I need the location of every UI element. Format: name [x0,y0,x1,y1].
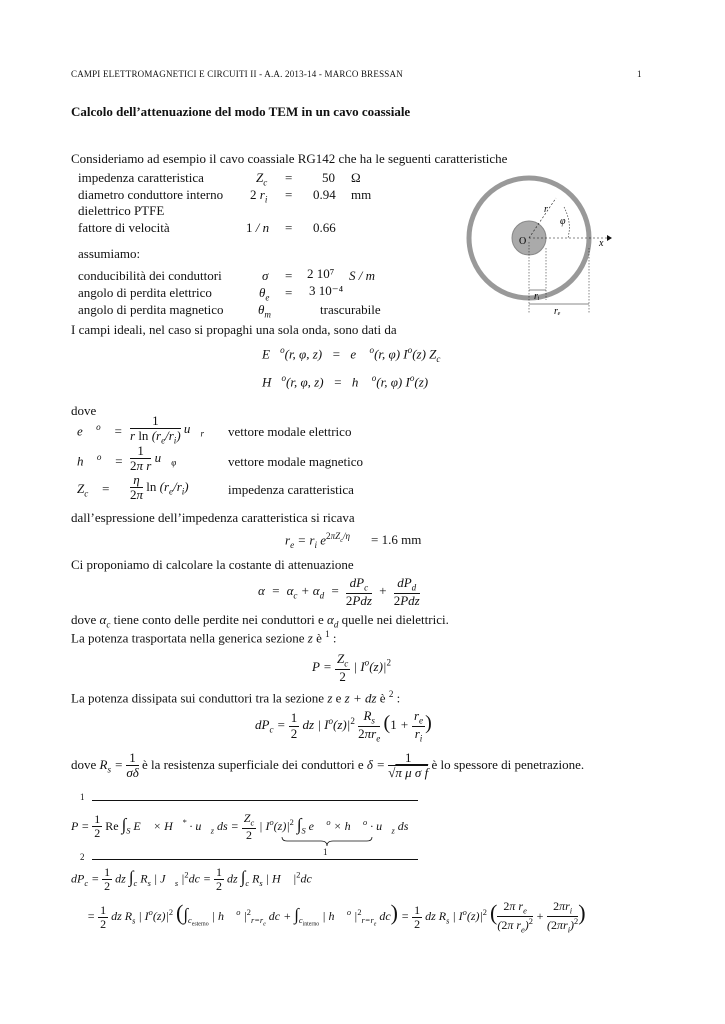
running-header: CAMPI ELETTROMAGNETICI E CIRCUITI II - A.A. 2013-14 - MARCO BRESSAN [71,69,403,79]
footnote-marker-2: 2 [80,852,85,862]
e-modal-rhs: $\frac{1}{r \ln (r_e/r_i)}$ $u⃗_r$ [130,413,205,446]
equation-dPc: $dP_c$ = $\frac{1}{2}$ dz | $I^o(z)|^2$ $\frac{R_s}{2\pi r_e}$ (1 + $\frac{r_e}{r_i}$ ) [255,708,432,744]
h-modal-desc: vettore modale magnetico [228,454,364,469]
label-re: rₑ [554,306,561,317]
footnote-1-equation: P = $\frac{1}{2}$ Re $\int_S$ E⃗ × H⃗* · $u⃗_z$ ds = $\frac{Z_c}{2}$ | $I^o(z)|^2$ $\int_S$ e⃗ $^o$ × h⃗ $^o \cdot u⃗_z$ ds [71,811,409,842]
footnote-rule [92,800,418,801]
assump-value: trascurabile [320,302,381,317]
dissipated-paragraph: La potenza dissipata sui conduttori tra la sezione z e z + dz è $^2$ : [71,689,401,706]
label-phi: φ [560,216,566,227]
assume-label: assumiamo: [78,246,141,261]
assump-label: conducibilità dei conduttori [78,268,222,283]
intro-paragraph: Consideriamo ad esempio il cavo coassiale RG142 che ha le seguenti caratteristiche [71,151,508,166]
assump-symbol: $\theta_e$ [259,285,270,303]
label-ri: rᵢ [534,291,540,302]
assump-value: 3 10⁻⁴ [309,283,344,298]
re-result: = 1.6 mm [371,532,422,547]
section-title: Calcolo dell’attenuazione del modo TEM in un cavo coassiale [71,104,411,119]
attenuation-paragraph: Ci proponiamo di calcolare la costante di attenuazione [71,557,354,572]
zc-lhs: $Z_c$ = [77,481,111,499]
assump-label: angolo di perdita magnetico [78,302,224,317]
rs-delta-line: dove $R_s$ = $\frac{1}{\sigma\delta}$ è la resistenza superficiale dei conduttori e δ = $\frac{1}{\text{√π μ σ f}}$ è lo spessore di penetrazione. [71,750,585,781]
equation-E-field: E⃗$^o$(r, φ, z) = e⃗ $^o$(r, φ) $I^o(z)$ $Z_c$ [262,345,441,364]
word-dove: dove [71,403,97,418]
assump-symbol: σ [262,268,269,283]
char-label: impedenza caratteristica [78,170,204,185]
char-unit: Ω [351,170,361,185]
equation-alpha: $\alpha = \alpha_c + \alpha_d$ = $\frac{dP_c}{\text{2Pdz}}$ + $\frac{dP_d}{\text{2Pdz}}$ [258,575,420,608]
equation-power: P = $\frac{Z_c}{2}$ | $I^o(z)|^2$ [312,651,392,684]
equation-H-field: H⃗$^o$(r, φ, z) = h⃗ $^o$(r, φ) $I^o(z)$ [262,373,429,390]
label-x: x [599,238,604,249]
power-paragraph: La potenza trasportata nella generica sezione z è $^1$ : [71,629,337,646]
impedance-paragraph: dall’espressione dell’impedenza caratteristica si ricava [71,510,355,525]
char-eq: = [285,170,293,185]
underbrace-label: 1 [323,847,328,857]
char-label: fattore di velocità [78,220,170,235]
zc-rhs: $\frac{\eta}{2\pi}$ $\ln (r_e/r_i)$ [130,472,189,503]
footnote-2-equation-line1: $dP_c$ = $\frac{1}{2}$ dz $\int_c$ $R_s$ | $J⃗_s$ $|^2dc$ = $\frac{1}{2}$ dz $\int_c$ $R_s$ | H⃗ $|^2dc$ [71,865,312,894]
assump-eq: = [285,268,293,283]
assump-value: 2 10⁷ [307,266,335,281]
footnote-rule [92,859,418,860]
label-r: r [544,204,548,215]
char-symbol: $Z_c$ [256,170,268,188]
h-modal-rhs: $\frac{1}{\text{2π r}}$ $u⃗_\varphi$ [130,443,177,474]
char-value: 50 [322,170,335,185]
ideal-fields-paragraph: I campi ideali, nel caso si propaghi una sola onda, sono dati da [71,322,397,337]
char-symbol: 1 / n [246,220,270,235]
char-unit: mm [351,187,372,202]
assump-unit: S / m [349,268,375,283]
label-origin: O [519,236,527,247]
char-label: dielettrico PTFE [78,203,165,218]
assump-eq: = [285,285,293,300]
assump-symbol: $\theta_m$ [258,302,271,320]
equation-re: $r_e = r_i$ $e^{2\pi Z_c/\eta}$ [285,531,351,550]
footnote-marker-1: 1 [80,792,85,802]
page-number: 1 [637,69,642,79]
footnote-2-equation-line2: = $\frac{1}{2}$ dz $R_s$ | $I^o(z)|^2$ ($\int_{c_{esterno}}$ | h⃗ $^o$ $|^2_{r=r_e}$ dc + $\int_{c_{interno}}$ | h⃗ $^o$ $|^2_{r=r_e}$ dc) = $\frac{1}{2}$ dz $R_s$ | $I^o(z)|^2$ ( $\frac{2\pi r_e}{(2\pi r_e)^2}$ + $\frac{2\pi r_i}{(2\pi r_i)^2}$ ) [87,899,586,935]
x-axis-arrow [607,235,612,241]
char-symbol: 2 $r_i$ [250,187,268,205]
coax-cross-section-figure [462,172,617,320]
e-modal-lhs: e⃗ $^o$ = [77,422,123,439]
zc-desc: impedenza caratteristica [228,482,354,497]
alpha-explanation: dove $\alpha_c$ tiene conto delle perdite nei conduttori e $\alpha_d$ quelle nei dielettrici. [71,612,449,630]
char-value: 0.94 [313,187,336,202]
char-value: 0.66 [313,220,336,235]
e-modal-desc: vettore modale elettrico [228,424,352,439]
char-label: diametro conduttore interno [78,187,224,202]
char-eq: = [285,187,293,202]
char-eq: = [285,220,293,235]
h-modal-lhs: h⃗ $^o$ = [77,452,124,469]
assump-label: angolo di perdita elettrico [78,285,212,300]
